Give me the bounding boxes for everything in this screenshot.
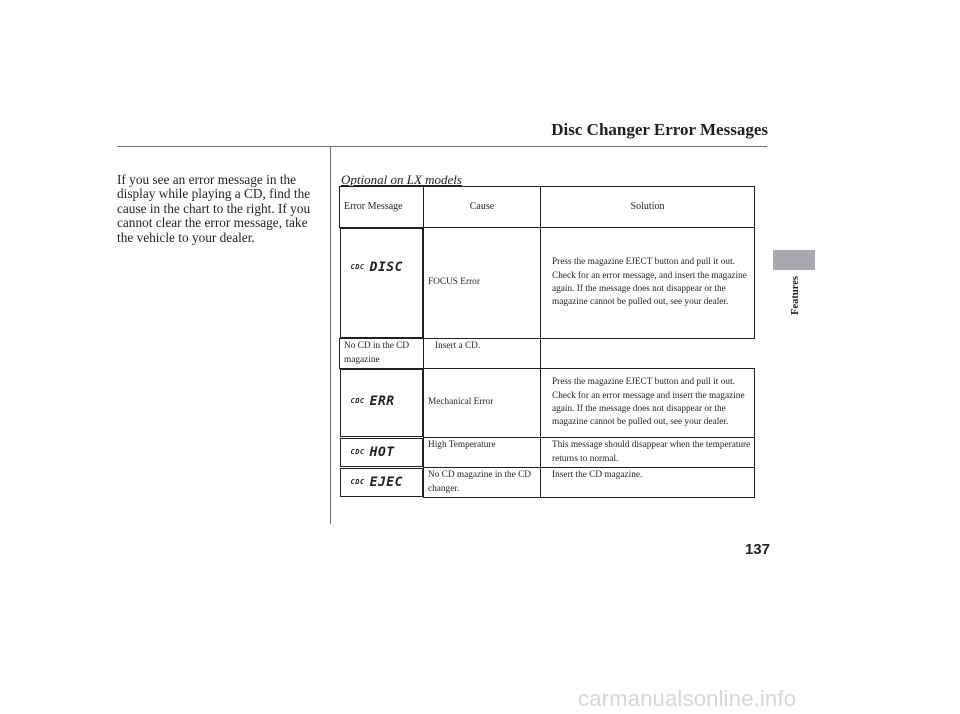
- header-error-message: Error Message: [340, 187, 424, 228]
- section-label: Features: [790, 276, 801, 315]
- table-header-row: [340, 187, 755, 228]
- header-cause: Cause: [424, 187, 541, 228]
- solution-cell: Insert a CD.: [424, 339, 541, 369]
- table-row: [340, 468, 755, 498]
- lcd-code: HOT: [369, 445, 395, 461]
- watermark: carmanualsonline.info: [578, 686, 797, 711]
- cause-cell: No CD magazine in the CD changer.: [424, 468, 541, 498]
- section-tab: [773, 250, 815, 270]
- lcd-disc-message: [351, 261, 403, 274]
- error-message-table: [339, 186, 755, 498]
- table-row: [340, 339, 755, 369]
- table-row: [340, 369, 755, 438]
- lcd-prefix: CDC: [350, 478, 365, 487]
- lcd-ejec-message: [351, 476, 403, 489]
- solution-cell: Press the magazine EJECT button and pull it out. Check for an error message and insert the magazine again. If the message does not disappear or the magazine cannot be pulled out, see your dealer.: [541, 369, 755, 438]
- page-number: 137: [744, 541, 770, 558]
- intro-paragraph: If you see an error message in the display while playing a CD, find the cause in the chart to the right. If you cannot clear the error message, take the vehicle to your dealer.: [117, 172, 311, 245]
- solution-cell: Press the magazine EJECT button and pull it out. Check for an error message, and insert the magazine again. If the message does not disappear or the magazine cannot be pulled out, see your dealer.: [541, 228, 755, 339]
- lcd-err-message: [351, 395, 395, 408]
- solution-cell: Insert the CD magazine.: [541, 468, 755, 498]
- lcd-prefix: CDC: [350, 263, 365, 272]
- display-cell: [340, 369, 424, 437]
- lcd-hot-message: [351, 446, 395, 459]
- table-row: [340, 228, 755, 339]
- cause-cell: Mechanical Error: [424, 369, 541, 438]
- display-cell: [340, 438, 424, 467]
- title-divider: [117, 146, 767, 147]
- lcd-code: EJEC: [369, 475, 403, 491]
- cause-cell: High Temperature: [424, 438, 541, 468]
- page-title: Disc Changer Error Messages: [551, 120, 768, 139]
- table-row: [340, 438, 755, 468]
- display-cell: [340, 468, 424, 497]
- display-cell: [340, 228, 424, 338]
- header-solution: Solution: [541, 187, 755, 228]
- optional-note: Optional on LX models: [341, 172, 462, 187]
- lcd-prefix: CDC: [350, 448, 365, 457]
- lcd-code: ERR: [369, 393, 395, 409]
- lcd-code: DISC: [369, 260, 403, 276]
- cause-cell: FOCUS Error: [424, 228, 541, 339]
- cause-cell: No CD in the CD magazine: [340, 339, 424, 369]
- lcd-prefix: CDC: [350, 396, 365, 405]
- solution-cell: This message should disappear when the temperature returns to normal.: [541, 438, 755, 468]
- column-divider: [330, 146, 331, 524]
